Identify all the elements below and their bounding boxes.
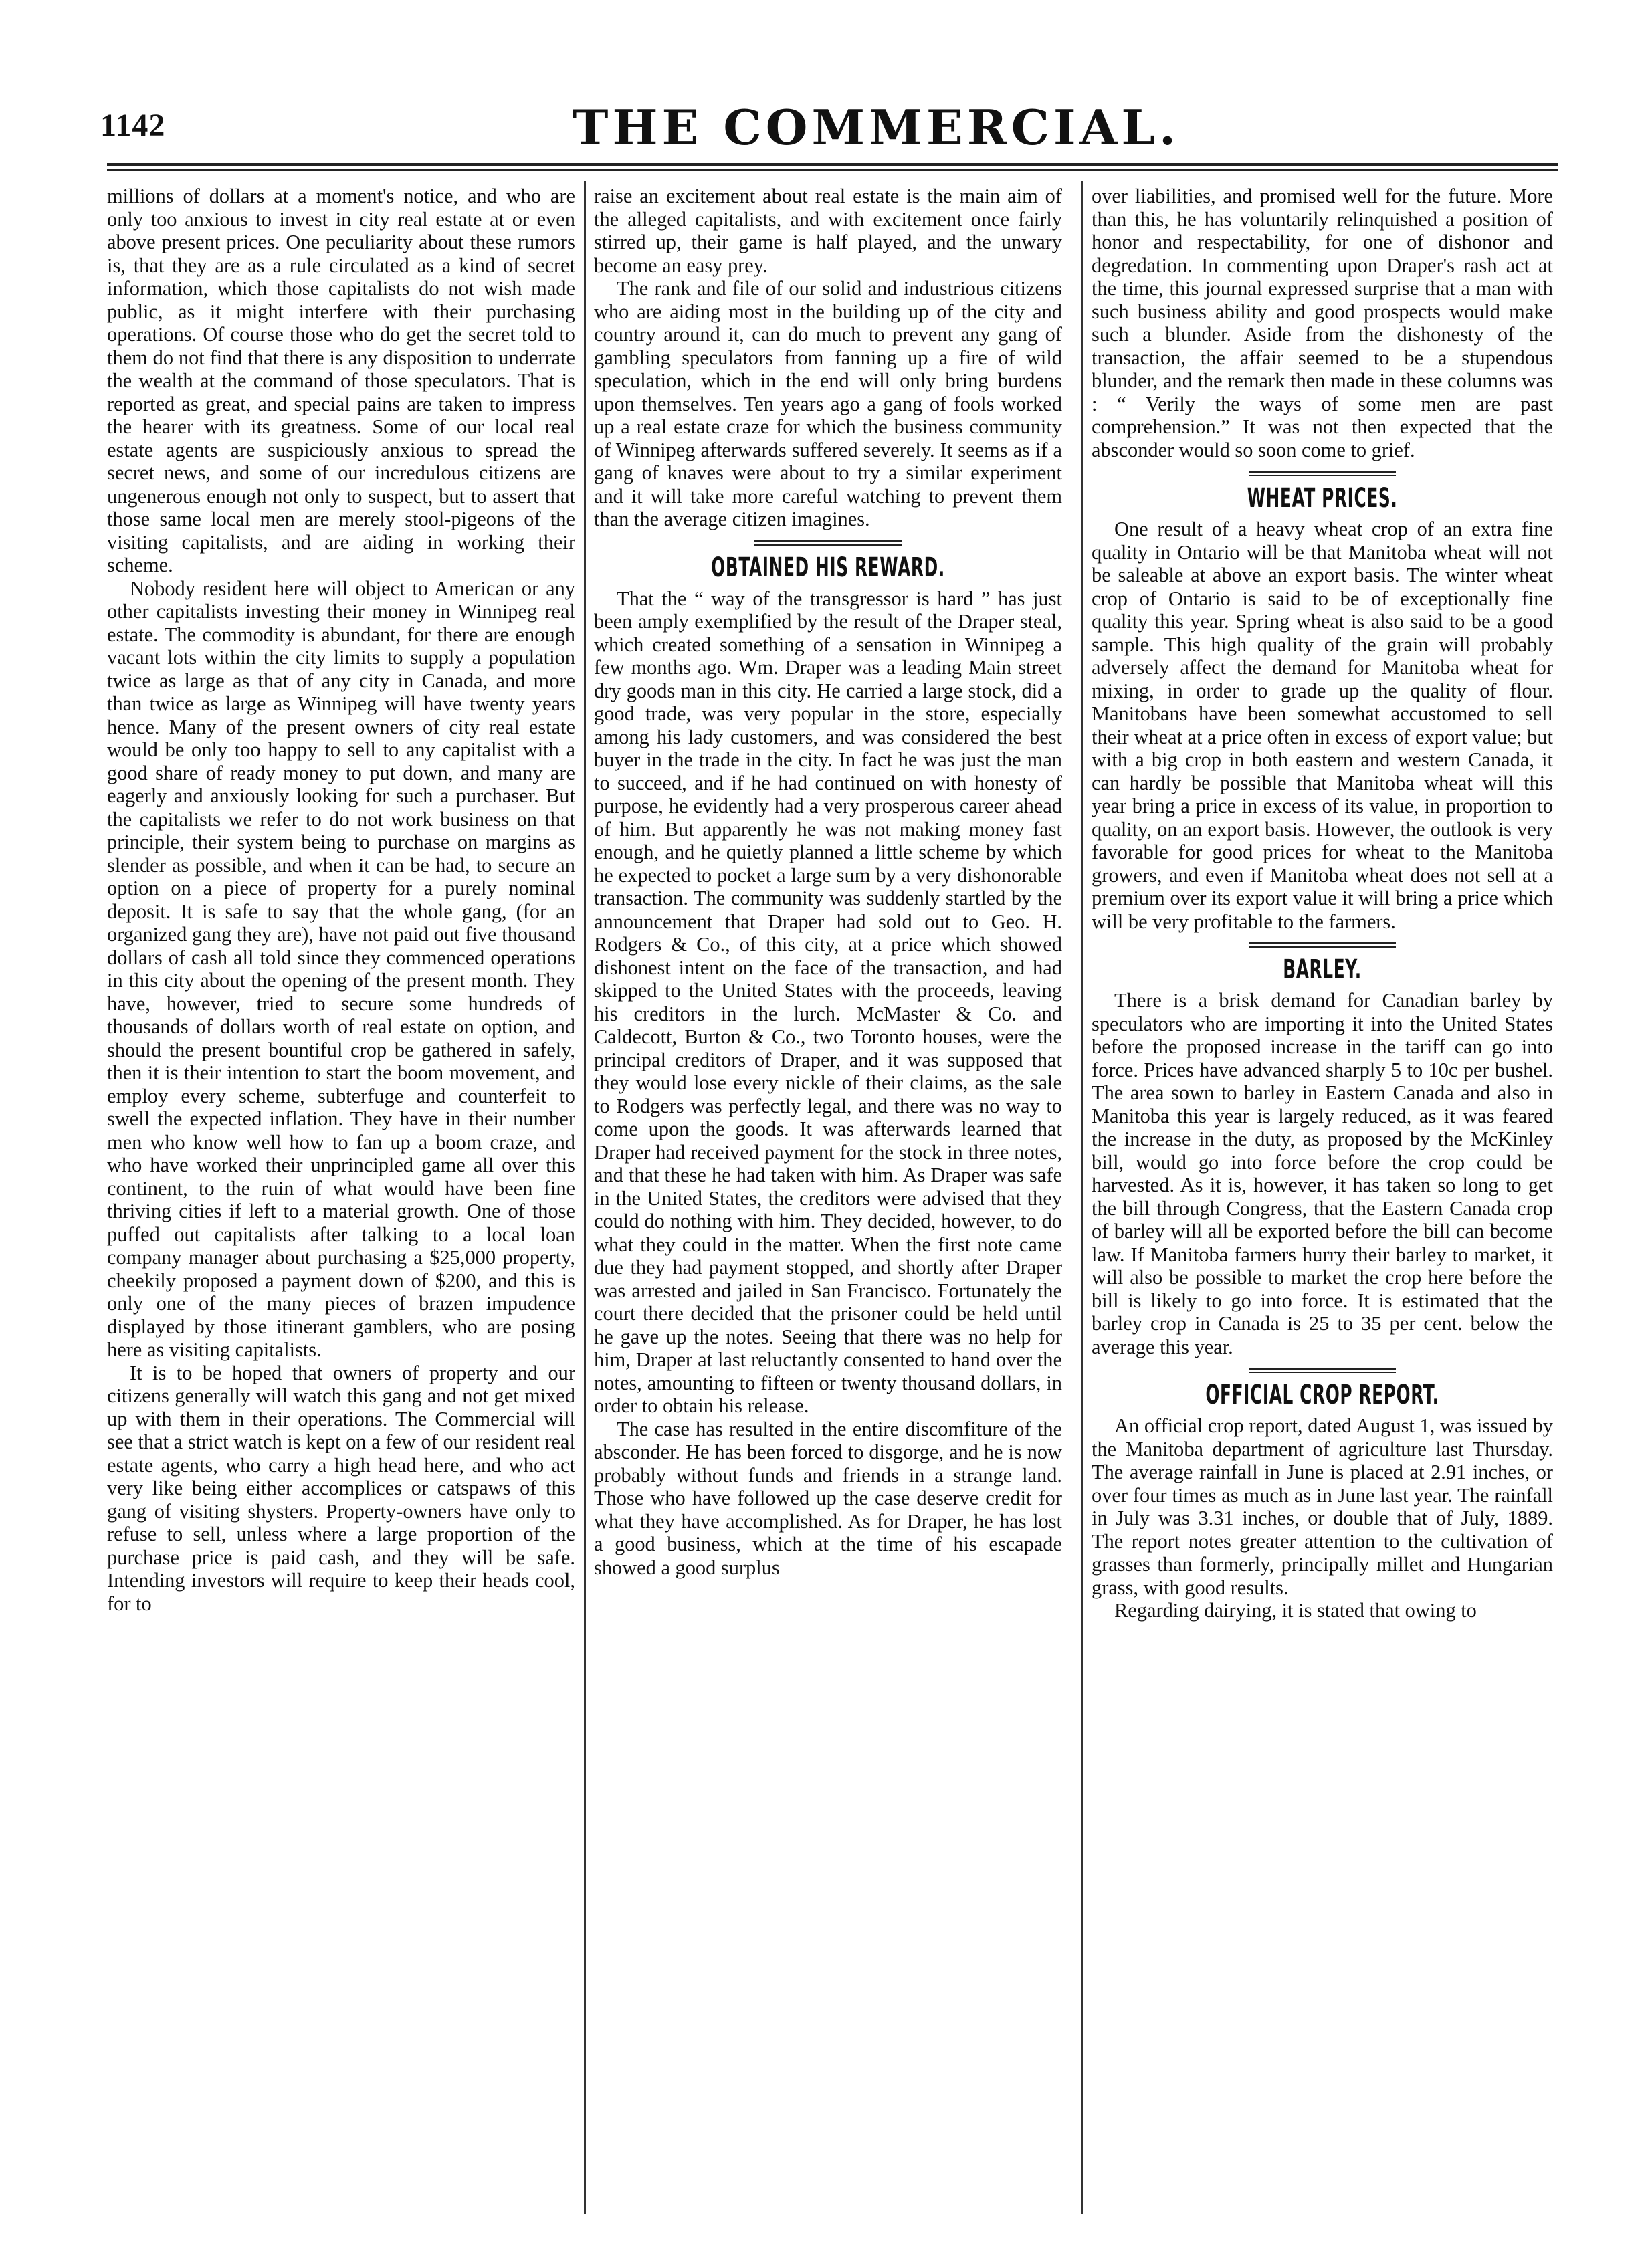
section-divider	[1249, 471, 1396, 476]
article-paragraph: Regarding dairying, it is stated that owing to	[1114, 1599, 1477, 1622]
article-paragraph: One result of a heavy wheat crop of an extra fine quality in Ontario will be that Manitoba wheat will not be saleable at above an export basis. The winter wheat crop of Ontario is said to be of exceptionally fine quality this year. Spring wheat is also said to be a good sample. This high quality of the grain will probably adversely affect the demand for Manitoba wheat for mixing, in order to grade up the quality of flour. Manitobans have been somewhat accustomed to sell their wheat at a price often in excess of export value; but with a big crop in both eastern and western Canada, it can hardly be possible that Manitoba wheat will this year bring a price in excess of its value, in proportion to quality, on an export basis. However, the outlook is very favorable for good prices for wheat to the Manitoba growers, and even if Manitoba wheat does not sell at a premium over its export value it will bring a price which will be very profitable to the farmers.	[1092, 518, 1553, 933]
column-2	[594, 185, 1062, 1579]
header-rule-bottom	[107, 169, 1558, 171]
column-3	[1092, 185, 1553, 1622]
article-paragraph: Nobody resident here will object to American or any other capitalists investing their money in Winnipeg real estate. The commodity is abundant, for there are enough vacant lots within the city limits to supply a population twice as large as that of any city in Canada, and more than twice as large as Winnipeg will have twenty years hence. Many of the present owners of city real estate would be only too happy to sell to any capitalist with a good share of ready money to put down, and many are eagerly and anxiously looking for such a purchaser. But the capitalists we refer to do not work business on that principle, their system being to purchase on margins as slender as possible, and when it can be had, to secure an option on a piece of property for a purely nominal deposit. It is safe to say that the whole gang, (for an organized gang they are), have not paid out five thousand dollars of cash all told since they commenced operations in this city about the opening of the present month. They have, however, tried to secure some hundreds of thousands of dollars worth of real estate on option, and should the present bountiful crop be gathered in safely, then it is their intention to start the boom movement, and employ every scheme, subterfuge and counterfeit to swell the expected inflation. They have in their number men who know well how to fan up a boom craze, and who have worked their unprincipled game all over this continent, to the ruin of what would have been fine thriving cities if left to a material growth. One of those puffed out capitalists after talking to a local loan company manager about purchasing a $25,000 property, cheekily proposed a payment down of $200, and this is only one of the many pieces of brazen impudence displayed by those itinerant gamblers, who are posing here as visiting capitalists.	[107, 576, 575, 1361]
column-rule-right	[1081, 181, 1083, 2214]
article-paragraph: An official crop report, dated August 1, was issued by the Manitoba department of agriculture last Thursday. The average rainfall in June is placed at 2.91 inches, or over four times as much as in June last year. The rainfall in July was 3.31 inches, or double that of July, 1889. The report notes greater attention to the cultivation of grasses than formerly, principally millet and Hungarian grass, with good results.	[1092, 1414, 1553, 1599]
article-paragraph: over liabilities, and promised well for the future. More than this, he has voluntarily relinquished a position of honor and respectability, for one of dishonor and degredation. In commenting upon Draper's rash act at the time, this journal expressed surprise that a man with such business ability and good prospects would make such a blunder. Aside from the dishonesty of the transaction, the affair seemed to be a stupendous blunder, and the remark then made in these columns was : “ Verily the ways of some men are past comprehension.” It was not then expected that the absconder would so soon come to grief.	[1092, 185, 1553, 461]
article-paragraph: raise an excitement about real estate is the main aim of the alleged capitalists, and with excitement once fairly stirred up, their game is half played, and the unwary become an easy prey.	[594, 185, 1062, 277]
headline-wheat-prices: WHEAT PRICES.	[1247, 483, 1398, 514]
article-paragraph: The case has resulted in the entire discomfiture of the absconder. He has been forced to disgorge, and he is now probably without funds and friends in a strange land. Those who have followed up the case deserve credit for what they have accomplished. As for Draper, he has lost a good business, which at the time of his escapade showed a good surplus	[594, 1417, 1062, 1579]
article-paragraph: millions of dollars at a moment's notice, and who are only too anxious to invest in city real estate at or even above present prices. One peculiarity about these rumors is, that they are as a rule circulated as a kind of secret information, which those capitalists do not wish made public, as it might interfere with their purchasing operations. Of course those who do get the secret told to them do not find that there is any disposition to underrate the wealth at the command of those speculators. That is reported as great, and special pains are taken to impress the hearer with its greatness. Some of our local real estate agents are suspiciously anxious to spread the secret news, and some of our incredulous citizens are ungenerous enough not only to suspect, but to assert that those same local men are merely stool-pigeons of the visiting capitalists, and are aiding in working their scheme.	[107, 185, 575, 576]
article-paragraph: There is a brisk demand for Canadian barley by speculators who are importing it into the United States before the proposed increase in the tariff can go into force. Prices have advanced sharply 5 to 10c per bushel. The area sown to barley in Eastern Canada and also in Manitoba this year is largely reduced, as it was feared the increase in the duty, as proposed by the McKinley bill, would go into force before the crop could be harvested. As it is, however, it has taken so long to get the bill through Congress, that the Eastern Canada crop of barley will all be exported before the bill can become law. If Manitoba farmers hurry their barley to market, it will also be possible to market the crop here before the bill is likely to go into force. It is estimated that the barley crop in Canada is 25 to 35 per cent. below the average this year.	[1092, 989, 1553, 1358]
section-divider	[754, 540, 902, 546]
masthead-title: THE COMMERCIAL.	[572, 99, 1180, 156]
article-paragraph: It is to be hoped that owners of property and our citizens generally will watch this gang and not get mixed up with them in their operations. The Commercial will see that a strict watch is kept on a few of our resident real estate agents, who carry a high head here, and who act very like being either accomplices or catspaws of this gang of visiting shysters. Property-owners have only to refuse to sell, unless where a large proportion of the purchase price is paid cash, and they will be safe. Intending investors will require to keep their heads cool, for to	[107, 1361, 575, 1615]
column-rule-left	[584, 181, 586, 2214]
headline-obtained-his-reward: OBTAINED HIS REWARD.	[711, 552, 945, 583]
headline-barley: BARLEY.	[1283, 954, 1362, 985]
header-rule-top	[107, 163, 1558, 166]
section-divider	[1249, 942, 1396, 948]
article-paragraph: That the “ way of the transgressor is hard ” has just been amply exemplified by the result of the Draper steal, which created something of a sensation in Winnipeg a few months ago. Wm. Draper was a leading Main street dry goods man in this city. He carried a large stock, did a good trade, was very popular in the store, especially among his lady customers, and was considered the best buyer in the trade in the city. In fact he was just the man to succeed, and if he had continued on with honesty of purpose, he evidently had a very prosperous career ahead of him. But apparently he was not making money fast enough, and he quietly planned a little scheme by which he expected to pocket a large sum by a very dishonorable transaction. The community was suddenly startled by the announcement that Draper had sold out to Geo. H. Rodgers & Co., of this city, at a price which showed dishonest intent on the face of the transaction, and had skipped to the United States with the proceeds, leaving his creditors in the lurch. McMaster & Co. and Caldecott, Burton & Co., two Toronto houses, were the principal creditors of Draper, and it was supposed that they would lose every nickle of their claims, as the sale to Rodgers was perfectly legal, and there was no way to come upon the goods. It was afterwards learned that Draper had received payment for the stock in three notes, and that these he had taken with him. As Draper was safe in the United States, the creditors were advised that they could do nothing with him. They decided, however, to do what they could in the matter. When the first note came due they had payment stopped, and shortly after Draper was arrested and jailed in San Francisco. Fortunately the court there decided that the prisoner could be held until he gave up the notes. Seeing that there was no help for him, Draper at last reluctantly consented to hand over the notes, amounting to fifteen or twenty thousand dollars, in order to obtain his release.	[594, 586, 1062, 1417]
section-divider	[1249, 1368, 1396, 1373]
article-paragraph: The rank and file of our solid and industrious citizens who are aiding most in the building up of the city and country around it, can do much to prevent any gang of gambling speculators from fanning up a fire of wild speculation, which in the end will only bring burdens upon themselves. Ten years ago a gang of fools worked up a real estate craze for which the business community of Winnipeg afterwards suffered severely. It seems as if a gang of knaves were about to try a similar experiment and it will take more careful watching to prevent them than the average citizen imagines.	[594, 277, 1062, 530]
headline-official-crop-report: OFFICIAL CROP REPORT.	[1205, 1380, 1439, 1410]
page-number: 1142	[100, 108, 166, 143]
column-1	[107, 185, 575, 1615]
